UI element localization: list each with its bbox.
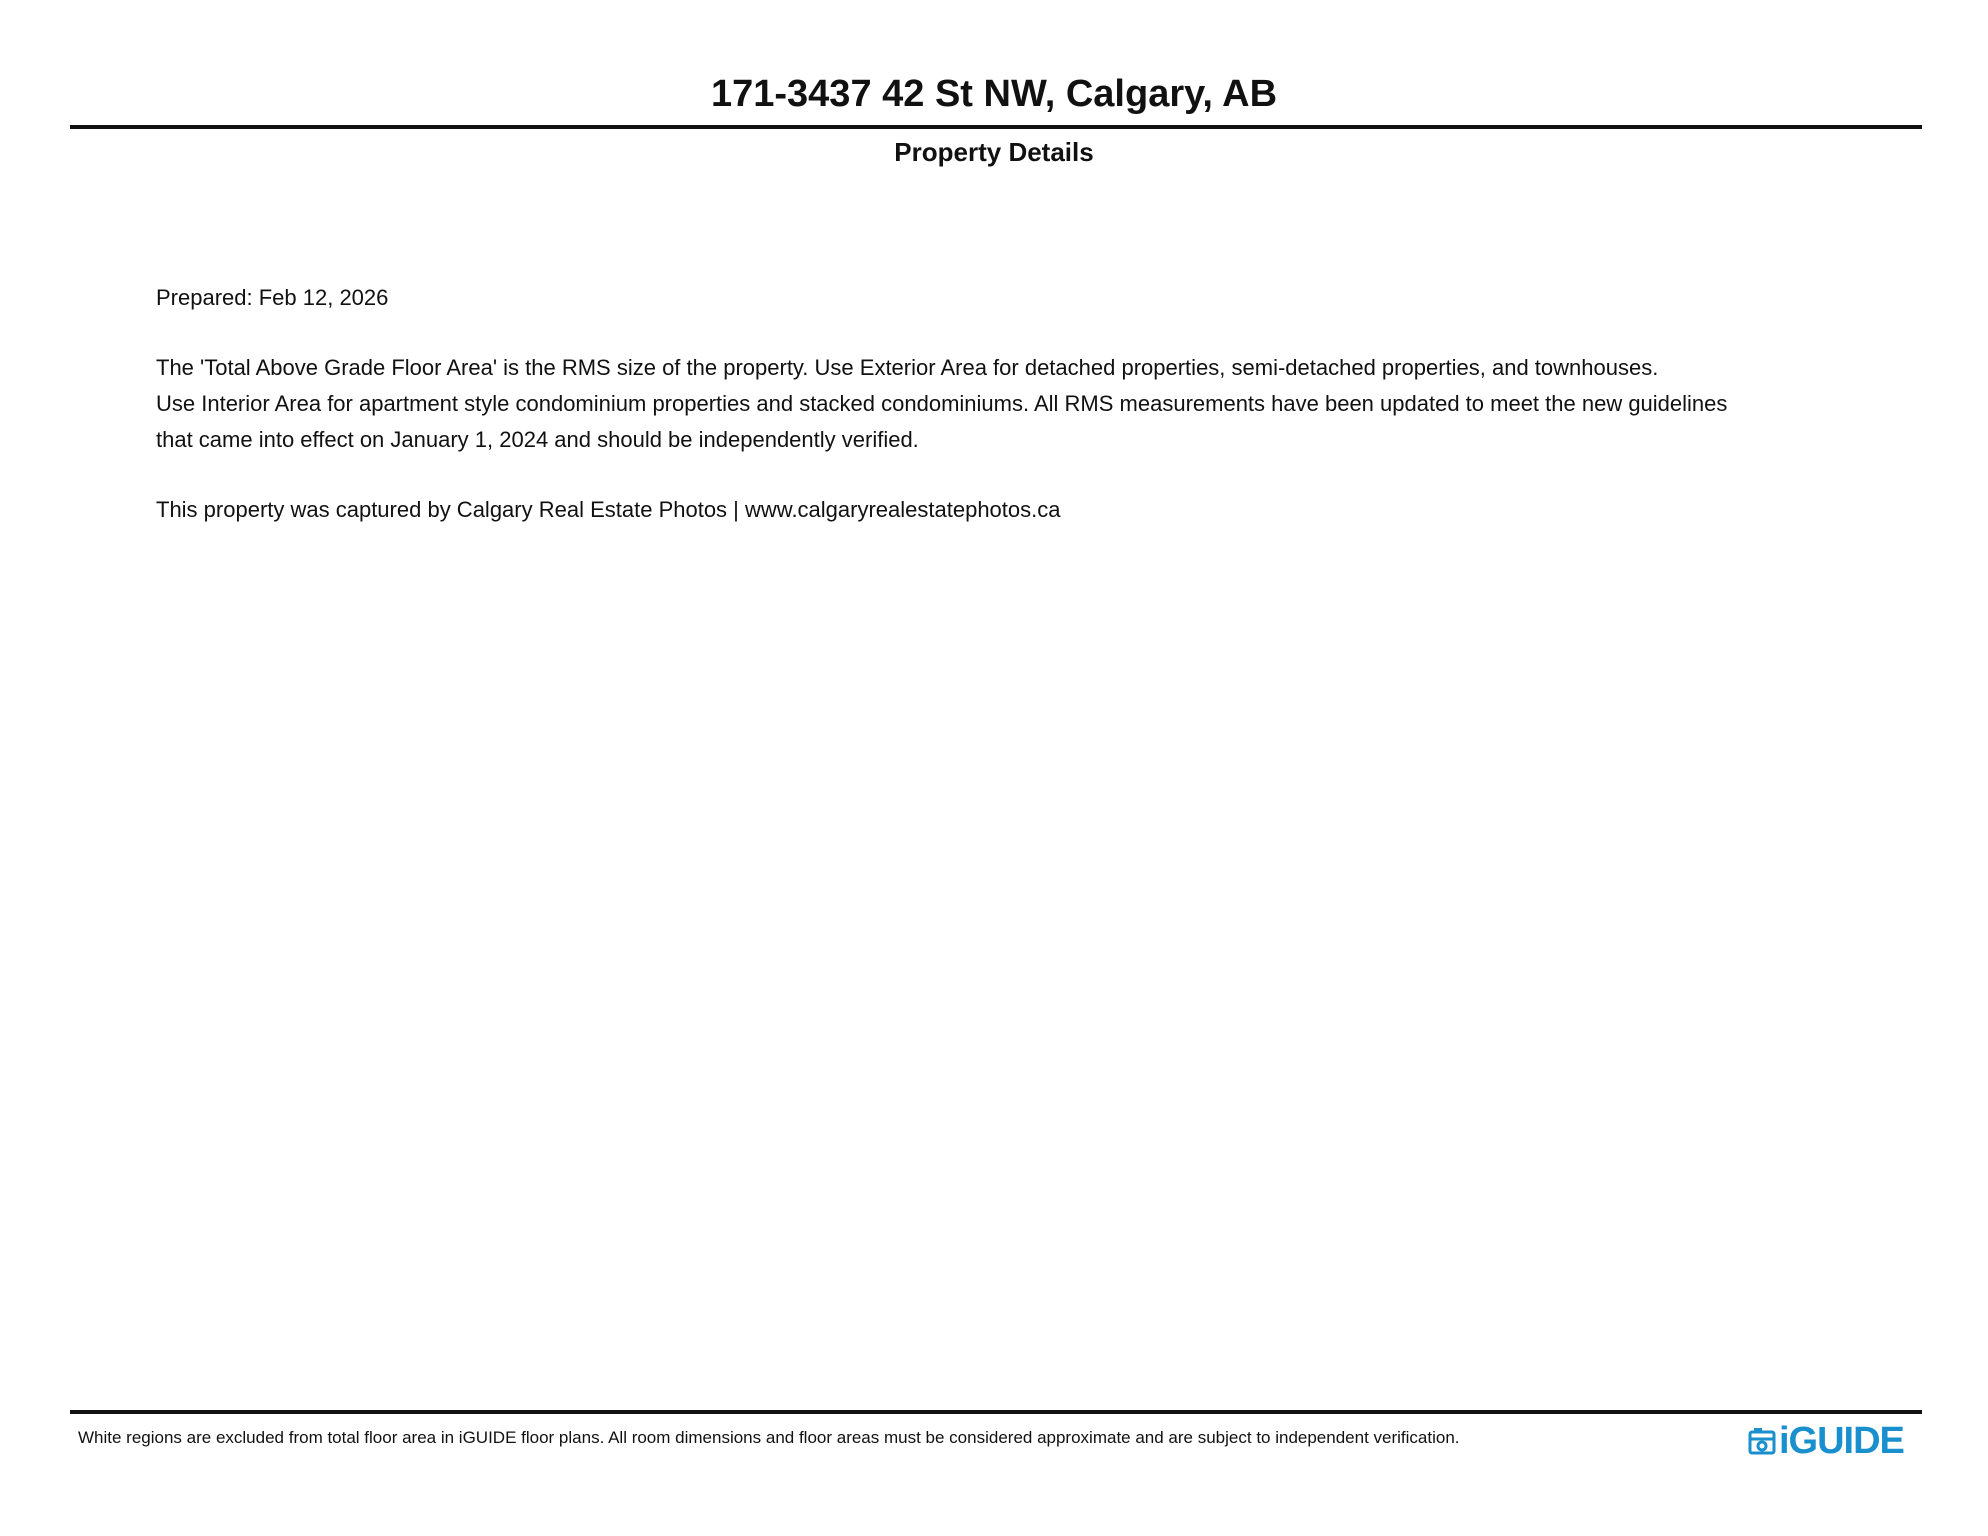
paragraph-gap [156, 458, 1876, 492]
iguide-logo-text: iGUIDE [1779, 1420, 1904, 1462]
property-details-body [156, 280, 1876, 528]
page-title: 171-3437 42 St NW, Calgary, AB [710, 73, 1278, 115]
notice-line-1: The 'Total Above Grade Floor Area' is the RMS size of the property. Use Exterior Area for detached properties, semi-detached properties, and townhouses. [156, 355, 1659, 380]
prepared-date: Prepared: Feb 12, 2026 [156, 285, 389, 310]
capture-credit: This property was captured by Calgary Real Estate Photos | www.calgaryrealestatephotos.ca [156, 497, 1061, 522]
header-divider [70, 125, 1922, 129]
footer-divider [70, 1410, 1922, 1414]
notice-line-2: Use Interior Area for apartment style condominium properties and stacked condominiums. All RMS measurements have been updated to meet the new guidelines [156, 391, 1728, 416]
iguide-logo [1748, 1420, 1904, 1462]
footer-disclaimer: White regions are excluded from total floor area in iGUIDE floor plans. All room dimensions and floor areas must be considered approximate and are subject to independent verification. [78, 1428, 1460, 1447]
notice-line-3: that came into effect on January 1, 2024 and should be independently verified. [156, 427, 919, 452]
paragraph-gap [156, 316, 1876, 350]
page-subtitle: Property Details [894, 137, 1094, 167]
iguide-camera-icon [1748, 1426, 1776, 1456]
